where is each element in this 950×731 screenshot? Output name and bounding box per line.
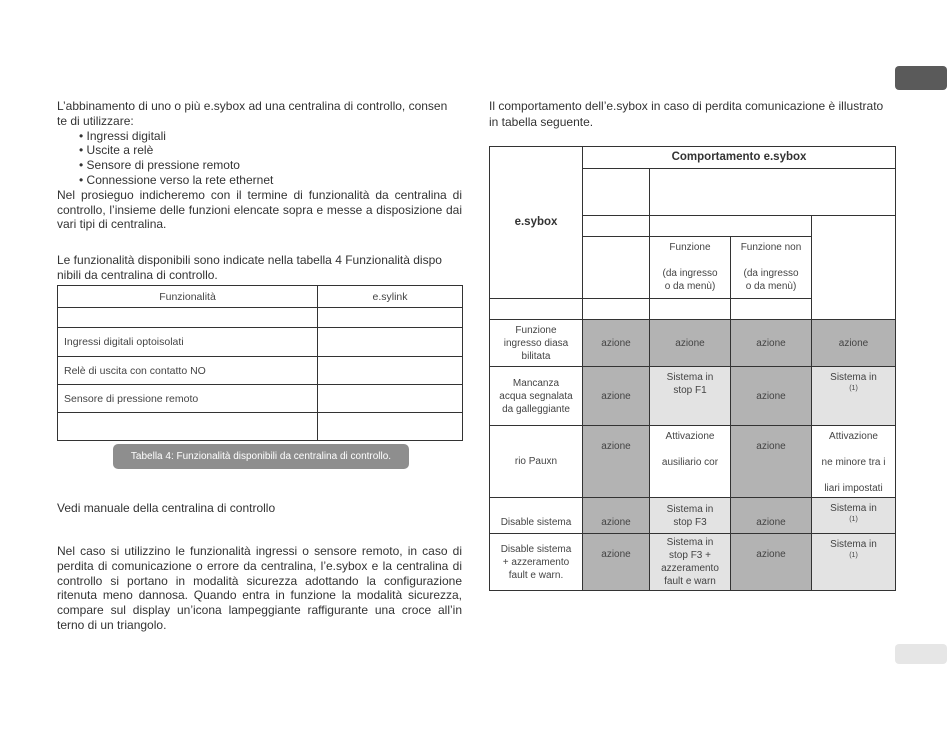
behavior-table	[489, 146, 896, 591]
header-cell	[583, 299, 650, 320]
feature-list	[57, 129, 462, 188]
safety-mode-paragraph: Nel caso si utilizzino le funzionalità ingressi o sensore remoto, in caso di perdita di comunicazione o errore da centralina, l’e.sybox e la centralina di controllo si portano in modalità sicurezza adottando la configurazione ritenuta meno dannosa. Quando entra in funzione la modalità sicurezza, compare sul display un’icona lampeggiante raffigurante una croce all’in terno di un triangolo.	[57, 544, 462, 632]
behavior-intro: Il comportamento dell’e.sybox in caso di perdita comunicazione è illustrato in tabella seguente.	[489, 99, 884, 129]
header-cell	[490, 299, 583, 320]
list-item: • Connessione verso la rete ethernet	[79, 173, 462, 188]
table-cell: azione	[583, 426, 650, 498]
group-header: Comportamento e.sybox	[583, 147, 896, 169]
intro-line: L’abbinamento di uno o più e.sybox ad una centralina di controllo, consen	[57, 99, 448, 113]
sub-header-function: Funzione (da ingresso o da menù)	[650, 237, 731, 299]
table-caption: Tabella 4: Funzionalità disponibili da centralina di controllo.	[113, 444, 409, 469]
table-reference-paragraph	[57, 253, 462, 283]
table-cell	[318, 413, 463, 441]
table-row	[490, 534, 896, 591]
row-label: Mancanza acqua segnalata da galleggiante	[490, 367, 583, 426]
row-label: rio Pauxn	[490, 426, 583, 498]
list-item: • Ingressi digitali	[79, 129, 462, 144]
table-cell: azione	[583, 367, 650, 426]
table-row	[490, 320, 896, 367]
table-cell	[318, 385, 463, 413]
table-cell: Attivazione ausiliario cor	[650, 426, 731, 498]
table-cell: Sistema in (1)	[812, 534, 896, 591]
list-item: • Sensore di pressione remoto	[79, 158, 462, 173]
table-cell	[318, 328, 463, 357]
header-cell	[583, 216, 650, 237]
row-label: Disable sistema	[490, 498, 583, 534]
table-cell	[58, 413, 318, 441]
table-cell: azione	[731, 426, 812, 498]
table-row	[490, 498, 896, 534]
table-cell: Relè di uscita con contatto NO	[58, 357, 318, 385]
table-cell: azione	[583, 320, 650, 367]
header-cell	[650, 169, 896, 216]
table-row	[58, 357, 463, 385]
table-cell: Sistema in stop F3	[650, 498, 731, 534]
manual-reference: Vedi manuale della centralina di controllo	[57, 501, 276, 515]
header-cell	[583, 169, 650, 216]
section-tab-marker	[895, 66, 947, 90]
text-line: Le funzionalità disponibili sono indicate nella tabella 4 Funzionalità dispo	[57, 253, 442, 267]
table-cell: azione	[731, 367, 812, 426]
table-row	[490, 367, 896, 426]
header-cell	[812, 216, 896, 320]
header-cell	[583, 237, 650, 299]
table-row	[490, 426, 896, 498]
table-cell	[58, 308, 318, 328]
table-cell: azione	[583, 534, 650, 591]
corner-header: e.sybox	[490, 147, 583, 299]
row-label: Funzione ingresso diasa bilitata	[490, 320, 583, 367]
table-row	[58, 328, 463, 357]
row-label: Disable sistema + azzeramento fault e warn.	[490, 534, 583, 591]
description-paragraph: Nel prosieguo indicheremo con il termine di funzionalità da centralina di controllo, l’insieme delle funzioni elencate sopra e messe a disposizione dai vari tipi di centralina.	[57, 187, 462, 232]
page-number-tab	[895, 644, 947, 664]
table-cell: azione	[731, 534, 812, 591]
header-cell	[650, 216, 812, 237]
sub-header-function-not: Funzione non (da ingresso o da menù)	[731, 237, 812, 299]
table-row	[58, 308, 463, 328]
table-cell: Sistema in stop F1	[650, 367, 731, 426]
table-row	[58, 413, 463, 441]
functionality-table	[57, 285, 463, 441]
table-cell: azione	[583, 498, 650, 534]
text-line: nibili da centralina di controllo.	[57, 267, 218, 282]
table-cell: Sistema in (1)	[812, 498, 896, 534]
table-cell: Attivazione ne minore tra i liari impostati	[812, 426, 896, 498]
table-cell: azione	[731, 498, 812, 534]
intro-line: te di utilizzare:	[57, 113, 134, 128]
table-cell: azione	[731, 320, 812, 367]
header-cell	[650, 299, 731, 320]
column-header: Funzionalità	[58, 286, 318, 308]
table-cell: Sistema in (1)	[812, 367, 896, 426]
header-cell	[731, 299, 812, 320]
table-cell: azione	[812, 320, 896, 367]
table-row	[58, 385, 463, 413]
table-cell	[318, 357, 463, 385]
table-cell: Sensore di pressione remoto	[58, 385, 318, 413]
table-cell: Ingressi digitali optoisolati	[58, 328, 318, 357]
table-cell: Sistema in stop F3 + azzeramento fault e warn	[650, 534, 731, 591]
table-cell: azione	[650, 320, 731, 367]
column-header: e.sylink	[318, 286, 463, 308]
table-cell	[318, 308, 463, 328]
list-item: • Uscite a relè	[79, 143, 462, 158]
intro-paragraph	[57, 99, 462, 232]
